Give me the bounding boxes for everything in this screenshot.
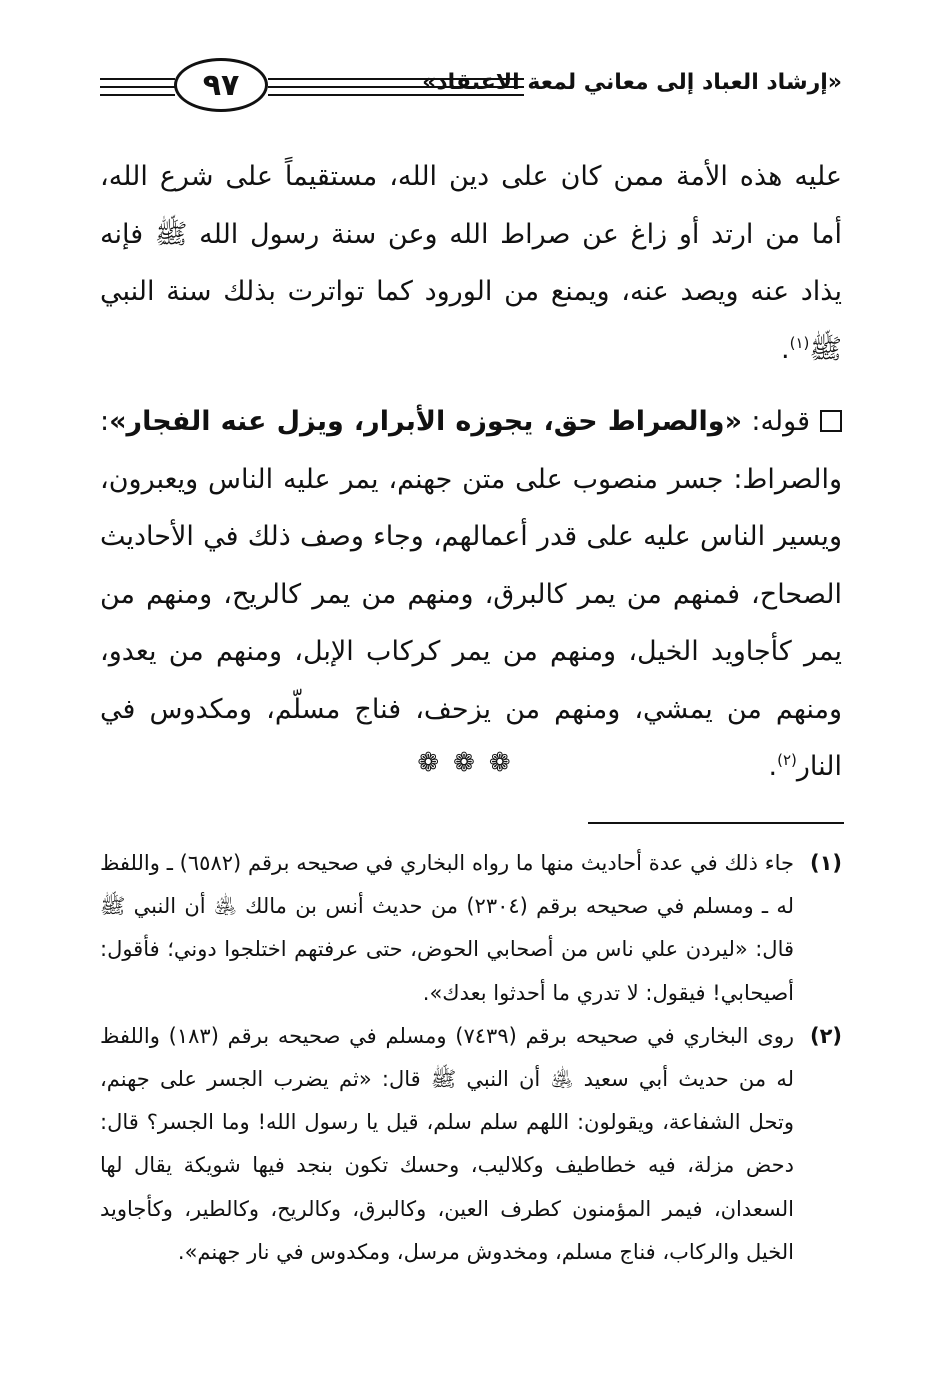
paragraph-end: .	[781, 333, 790, 365]
quoted-creed-text: «والصراط حق، يجوزه الأبرار، ويزل عنه الفجار»	[109, 406, 743, 437]
footnote	[100, 1015, 842, 1274]
main-text	[100, 148, 842, 796]
header-rule	[100, 78, 175, 80]
paragraph	[100, 393, 842, 796]
footnote-number: (٢)	[809, 1023, 842, 1048]
paragraph-end: .	[768, 751, 778, 782]
footnote-number: (١)	[809, 851, 842, 875]
paragraph	[100, 148, 842, 378]
footnote-text: جاء ذلك في عدة أحاديث منها ما رواه البخاري في صحيحه برقم (٦٥٨٢) ـ واللفظ له ـ ومسلم في صحيحه برقم (٢٣٠٤) من حديث أنس بن مالك ﵁ أن النبي ﷺ قال: «ليردن علي ناس من أصحابي الحوض، حتى عرفتهم اختلجوا دوني؛ فأقول: أصيحابي! فيقول: لا تدري ما أحدثوا بعدك».	[100, 851, 794, 1005]
section-separator: ❁❁❁	[417, 748, 525, 778]
header-rule	[100, 86, 175, 88]
page-number: ٩٧	[174, 58, 268, 112]
footnote-rule	[588, 822, 844, 824]
running-header	[100, 58, 842, 118]
square-bullet-icon	[820, 410, 842, 432]
book-title: «إرشاد العباد إلى معاني لمعة الاعتقاد»	[422, 70, 842, 95]
footnote	[100, 842, 842, 1015]
footnote-ref: (١)	[789, 333, 810, 352]
paragraph-text: عليه هذه الأمة ممن كان على دين الله، مستقيماً على شرع الله، أما من ارتد أو زاغ عن صراط الله وعن سنة رسول الله ﷺ فإنه يذاد عنه ويصد عنه، ويمنع من الورود كما تواترت بذلك سنة النبي ﷺ	[100, 161, 842, 365]
footnotes	[100, 842, 842, 1274]
paragraph-text: : والصراط: جسر منصوب على متن جهنم، يمر عليه الناس ويعبرون، ويسير الناس عليه على قدر أعمالهم، وجاء وصف ذلك في الأحاديث الصحاح، فمنهم من يمر كالبرق، ومنهم من يمر كالريح، ومنهم من يمر كأجاويد الخيل، ومنهم من يمر كركاب الإبل، ومنهم من يعدو، ومنهم من يمشي، ومنهم من يزحف، فناج مسلّم، ومكدوس في النار	[100, 406, 842, 782]
header-rule	[100, 94, 175, 96]
footnote-ref: (٢)	[777, 751, 797, 769]
footnote-text: روى البخاري في صحيحه برقم (٧٤٣٩) ومسلم في صحيحه برقم (١٨٣) واللفظ له من حديث أبي سعيد ﵁ أن النبي ﷺ قال: «ثم يضرب الجسر على جهنم، وتحل الشفاعة، ويقولون: اللهم سلم سلم، قيل يا رسول الله! وما الجسر؟ قال: دحض مزلة، فيه خطاطيف وكلاليب، وحسك تكون بنجد فيها شويكة يقال لها السعدان، فيمر المؤمنون كطرف العين، وكالبرق، وكالريح، وكالطير، وكأجاويد الخيل والركاب، فناج مسلم، ومخدوش مرسل، ومكدوس في نار جهنم».	[100, 1023, 794, 1264]
quote-lead: قوله:	[751, 406, 811, 437]
